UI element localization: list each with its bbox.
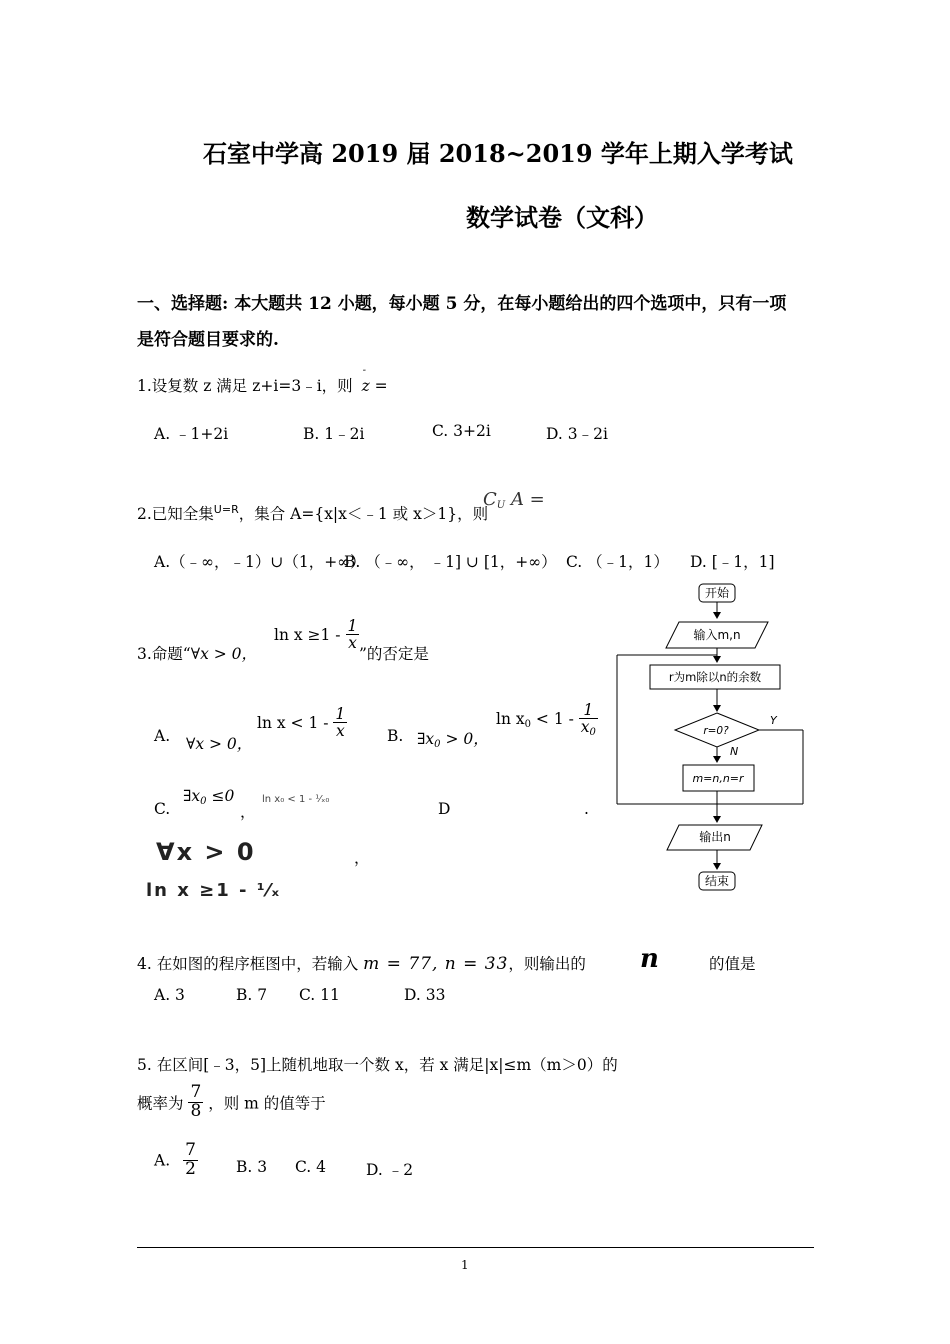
q4-suffix: 的值是 bbox=[709, 955, 756, 973]
q4-text: 4. 在如图的程序框图中，若输入 bbox=[137, 955, 359, 973]
q4-math: m = 77, n = 33 bbox=[363, 954, 509, 974]
q4-option-d: D. 33 bbox=[404, 986, 446, 1004]
q1-option-c: C. 3+2i bbox=[432, 422, 491, 440]
page-number: 1 bbox=[461, 1258, 469, 1272]
q4-stem bbox=[137, 952, 586, 974]
q2-universe: U=R bbox=[213, 503, 239, 516]
q3-option-c-ln: ln x₀ < 1 - ¹⁄ₓ₀ bbox=[262, 794, 330, 805]
q3-option-a-quant: ∀x > 0， bbox=[186, 735, 253, 753]
q2-complement: $C_U$ A = bbox=[483, 489, 545, 511]
q2-stem bbox=[137, 502, 488, 524]
flowchart-start-label: 开始 bbox=[704, 586, 730, 600]
q2-option-c: C. （﹣1，1） bbox=[566, 553, 669, 571]
q3-prefix: 3.命题“∀x > 0， bbox=[137, 645, 258, 663]
q5-line-2: 概率为 $\frac{7}{8}$ ，则 m 的值等于 bbox=[137, 1082, 326, 1121]
q3-option-a-label: A. bbox=[154, 727, 171, 745]
q4-option-c: C. 11 bbox=[299, 986, 340, 1004]
section-heading-line-2: 是符合题目要求的. bbox=[137, 330, 279, 350]
q3-suffix: ”的否定是 bbox=[359, 645, 429, 663]
q3-forall: ∀x > 0， bbox=[190, 645, 258, 663]
flowchart-output-label: 输出n bbox=[699, 830, 731, 844]
q1-text: 1.设复数 z 满足 z+i=3﹣i，则 bbox=[137, 377, 353, 395]
q1-option-a: A. ﹣1+2i bbox=[154, 425, 229, 443]
q3-option-c-comma: ， bbox=[240, 803, 256, 821]
q2-middle: ，集合 A={x|x＜﹣1 或 x＞1}，则 bbox=[238, 505, 489, 523]
q5-line-1: 5. 在区间[﹣3，5]上随机地取一个数 x，若 x 满足|x|≤m（m＞0）的 bbox=[137, 1056, 618, 1074]
q2-option-b: B. （﹣∞， ﹣1] ∪ [1，+∞） bbox=[344, 553, 557, 571]
q5-option-c: C. 4 bbox=[295, 1158, 327, 1176]
flowchart-update-label: m=n,n=r bbox=[692, 772, 744, 785]
q3-option-c-label: C. bbox=[154, 800, 171, 818]
q3-option-c-quant: $\exists x_0 \le 0$ bbox=[183, 787, 235, 807]
title-line-1: 石室中学高 2019 届 2018~2019 学年上期入学考试 bbox=[203, 139, 793, 168]
q3-option-d-dot: . bbox=[584, 800, 589, 818]
q4-option-b: B. 7 bbox=[236, 986, 268, 1004]
q1-conj-z: - z = bbox=[361, 365, 388, 395]
q3-option-d-comma: ， bbox=[354, 849, 370, 867]
flowchart bbox=[610, 578, 815, 896]
section-heading-line-1: 一、选择题: 本大题共 12 小题，每小题 5 分，在每小题给出的四个选项中，只有一项 bbox=[137, 294, 787, 314]
q3-option-b-label: B. bbox=[387, 727, 404, 745]
q3-option-d-label: D bbox=[438, 800, 451, 818]
q3-option-b-ln: $\ln x_0 < 1$ - $\frac{1}{x_0}$ bbox=[496, 701, 596, 739]
q5-option-b: B. 3 bbox=[236, 1158, 268, 1176]
title-line-2: 数学试卷（文科） bbox=[466, 203, 658, 232]
flowchart-decision-label: r=0? bbox=[703, 725, 729, 737]
q5-fraction: $\frac{7}{8}$ bbox=[190, 1082, 202, 1121]
footer-rule bbox=[137, 1247, 814, 1248]
q3-fraction: $\frac{1}{x}$ bbox=[347, 617, 358, 653]
q4-option-a: A. 3 bbox=[154, 986, 185, 1004]
q5-option-a: A. $\frac{7}{2}$ bbox=[154, 1140, 196, 1179]
q5-option-d: D. ﹣2 bbox=[366, 1161, 414, 1179]
q2-option-d: D. [﹣1，1] bbox=[690, 553, 775, 571]
q2-option-a: A.（﹣∞，﹣1）∪（1，+∞） bbox=[154, 553, 366, 571]
q4-var: n bbox=[640, 944, 661, 974]
q1-option-b: B. 1﹣2i bbox=[303, 425, 365, 443]
q1-stem bbox=[137, 365, 388, 396]
flowchart-input-label: 输入m,n bbox=[693, 628, 741, 642]
q3-option-d-ln: ln x ≥1 - ¹⁄ₓ bbox=[146, 880, 282, 901]
q4-mid: ，则输出的 bbox=[508, 955, 586, 973]
q3-ln-expr: ln x ≥1 - $\frac{1}{x}$ bbox=[274, 617, 358, 653]
flowchart-yes-label: Y bbox=[770, 714, 777, 727]
q3-option-d-quant: ∀x > 0 bbox=[156, 838, 256, 866]
q1-option-d: D. 3﹣2i bbox=[546, 425, 608, 443]
q3-option-b-quant: $\exists x_0 > 0$， bbox=[417, 730, 489, 750]
flowchart-no-label: N bbox=[730, 745, 739, 758]
q2-prefix: 2.已知全集 bbox=[137, 505, 214, 523]
q3-option-a-ln: ln x < 1 - $\frac{1}{x}$ bbox=[257, 705, 346, 741]
flowchart-assign-label: r为m除以n的余数 bbox=[668, 670, 762, 684]
flowchart-end-label: 结束 bbox=[704, 874, 730, 888]
